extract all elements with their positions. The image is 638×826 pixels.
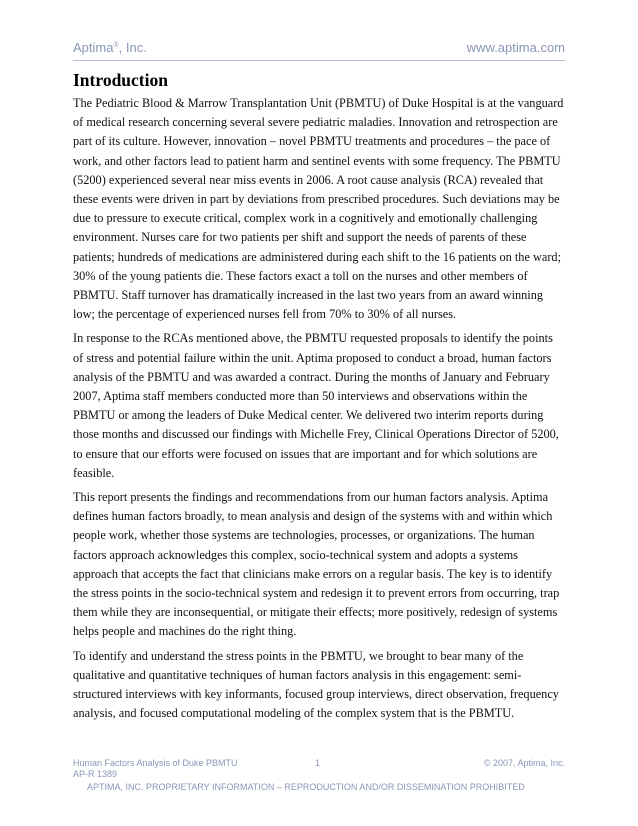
paragraph-3: This report presents the findings and recommendations from our human factors analysis. Aptima defines human factors broadly, to mean analysis and design of the systems with and within which people work, whether those systems are technologies, processes, or organizations. The human factors approach acknowledges this complex, socio-technical system and adopts a systems approach that accepts the fact that clinicians make errors on a regular basis. The key is to identify the stress points in the socio-technical system and redesign it to prevent errors from occurring, trap them while they are inconsequential, or mitigate their effects; more positively, redesign of systems helps people and machines do the right thing. [73, 490, 560, 639]
footer-proprietary-notice: APTIMA, INC. PROPRIETARY INFORMATION – REPRODUCTION AND/OR DISSEMINATION PROHIBITED [87, 782, 525, 792]
header-company [73, 40, 147, 55]
page-header [73, 36, 565, 60]
header-divider [73, 60, 565, 61]
header-company-name: Aptima [73, 40, 114, 55]
paragraph-1: The Pediatric Blood & Marrow Transplantation Unit (PBMTU) of Duke Hospital is at the vanguard of medical research concerning several severe pediatric maladies. Innovation and retrospection are part of its culture. However, innovation – novel PBMTU treatments and procedures – the pace of work, and other factors lead to patient harm and sentinel events with some frequency. The PBMTU (5200) experienced several near miss events in 2006. A root cause analysis (RCA) revealed that these events were driven in part by deviations from prescribed procedures. Such deviations may be due to pressure to execute critical, complex work in a cognitively and emotionally challenging environment. Nurses care for two patients per shift and support the needs of parents of these patients; hundreds of medications are administered during each shift to the 16 patients on the ward; 30% of the young patients die. These factors exact a toll on the nurses and other members of PBMTU. Staff turnover has dramatically increased in the last two years from an award winning low; the percentage of experienced nurses fell from 70% to 30% of all nurses. [73, 96, 564, 322]
body-text [73, 94, 565, 729]
header-company-suffix: , Inc. [118, 40, 147, 55]
footer-doc-title: Human Factors Analysis of Duke PBMTU [73, 758, 238, 768]
section-title: Introduction [73, 70, 168, 90]
footer-page-number: 1 [315, 758, 321, 768]
paragraph-2: In response to the RCAs mentioned above, the PBMTU requested proposals to identify the points of stress and potential failure within the unit. Aptima proposed to conduct a broad, human factors analysis of the PBMTU and was awarded a contract. During the months of January and February 2007, Aptima staff members conducted more than 50 interviews and observations within the PBMTU or among the leaders of Duke Medical center. We delivered two interim reports during those months and discussed our findings with Michelle Frey, Clinical Operations Director of 5200, to ensure that our efforts were focused on issues that are important and for which solutions are feasible. [73, 331, 559, 480]
paragraph-4: To identify and understand the stress points in the PBMTU, we brought to bear many of the qualitative and quantitative techniques of human factors analysis in this engagement: semi-structured interviews with key informants, focused group interviews, direct observation, frequency analysis, and focused computational modeling of the complex system that is the PBMTU. [73, 648, 559, 721]
header-website: www.aptima.com [466, 40, 565, 55]
footer-copyright: © 2007, Aptima, Inc. [483, 758, 565, 768]
footer-doc-code: AP-R 1389 [73, 769, 118, 779]
registered-mark: ® [113, 42, 119, 49]
